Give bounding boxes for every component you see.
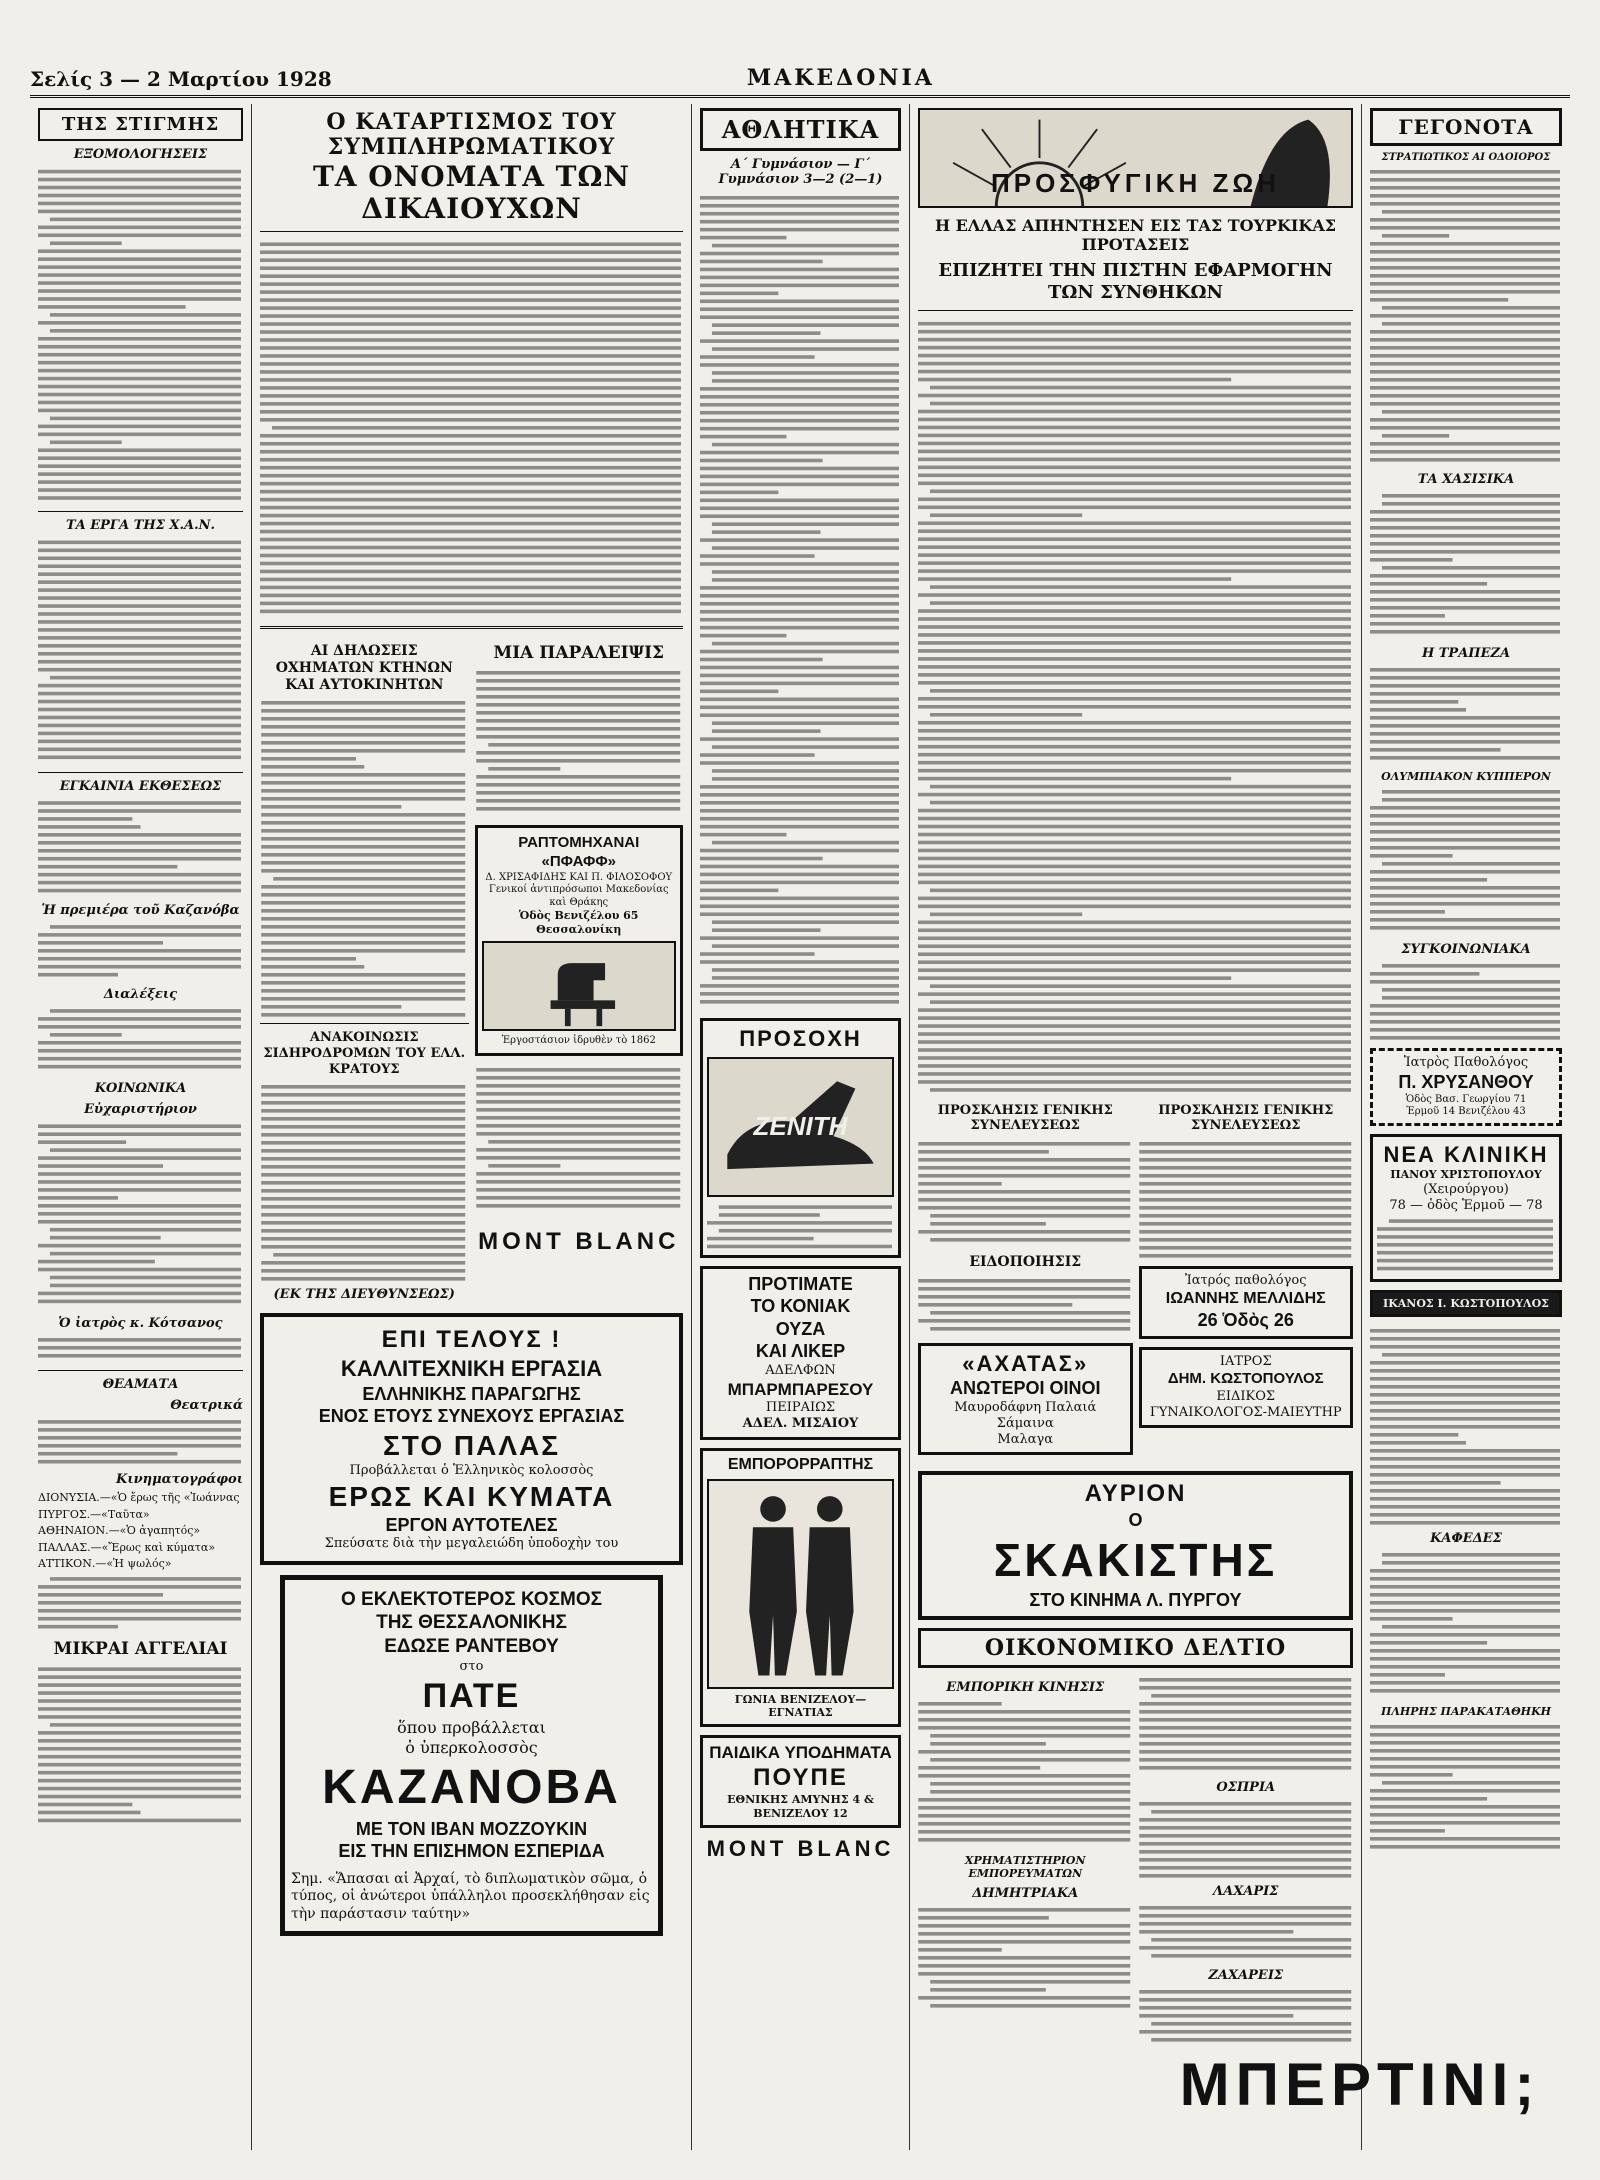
zenith-brand: ZENITH (753, 1110, 848, 1141)
clinic-line: 78 — ὁδὸς Ἑρμοῦ — 78 (1389, 1198, 1543, 1214)
chess-line: ΑΥΡΙΟΝ (1084, 1480, 1187, 1508)
drink-line: ΚΑΙ ΛΙΚΕΡ (755, 1341, 846, 1361)
masthead (30, 62, 1570, 98)
newspaper-title: ΜΑΚΕΔΟΝΙΑ (746, 65, 935, 91)
omission-head: ΜΙΑ ΠΑΡΑΛΕΙΨΙΣ (493, 642, 665, 663)
pate-line: ΕΙΣ ΤΗΝ ΕΠΙΣΗΜΟΝ ΕΣΠΕΡΙΔΑ (338, 1841, 605, 1862)
vegetables-head: ΛΑΧΑΡΙΣ (1213, 1883, 1279, 1899)
melidis-line: 26 Ὁδὸς 26 (1197, 1310, 1294, 1330)
pfaff-ad (475, 825, 684, 1056)
body-text (38, 165, 243, 505)
social-head: ΚΟΙΝΩΝΙΚΑ (94, 1081, 187, 1096)
pate-line: Ο ΕΚΛΕΚΤΟΤΕΡΟΣ ΚΟΣΜΟΣ (340, 1588, 602, 1610)
achatas-ad (918, 1343, 1133, 1456)
column-4 (910, 104, 1362, 2150)
pate-cinema-ad (280, 1575, 663, 1937)
body-text (1377, 1215, 1555, 1275)
railways-head: ΑΝΑΚΟΙΝΩΣΙΣ ΣΙΔΗΡΟΔΡΟΜΩΝ ΤΟΥ ΕΛΛ. ΚΡΑΤΟΥΣ (263, 1030, 466, 1077)
mont-blanc-label: MONT BLANC (706, 1835, 895, 1861)
vehicles-head: ΑΙ ΔΗΛΩΣΕΙΣ ΟΧΗΜΑΤΩΝ ΚΤΗΝΩΝ ΚΑΙ ΑΥΤΟΚΙΝΗΤΩΝ (275, 642, 453, 693)
palace-line: ΣΤΟ ΠΑΛΑΣ (382, 1429, 561, 1461)
achatas-line: ΑΝΩΤΕΡΟΙ ΟΙΝΟΙ (950, 1378, 1101, 1399)
match-score: Α΄ Γυμνάσιον — Γ΄ Γυμνάσιον 3—2 (2—1) (718, 157, 883, 187)
kostopoulos-small-title: ΙΚΑΝΟΣ Ι. ΚΩΣΤΟΠΟΥΛΟΣ (1383, 1296, 1549, 1310)
palace-line: ΚΑΛΛΙΤΕΧΝΙΚΗ ΕΡΓΑΣΙΑ (340, 1356, 603, 1382)
body-text (475, 1064, 684, 1214)
column-3 (692, 104, 910, 2150)
body-text (700, 190, 901, 1010)
column-1 (30, 104, 252, 2150)
kostopoulos-line: ΕΙΔΙΚΟΣ (1216, 1388, 1276, 1404)
body-text (475, 667, 684, 817)
melidis-line: Ἰατρός παθολόγος (1184, 1272, 1307, 1288)
pfaff-owner: Δ. ΧΡΙΣΑΦΙΔΗΣ ΚΑΙ Π. ΦΙΛΟΣΟΦΟΥ (485, 871, 673, 883)
body-text (707, 1201, 894, 1251)
body-text (1370, 960, 1562, 1040)
body-text (1139, 1986, 1354, 2046)
pfaff-rep: Γενικοί ἀντιπρόσωποι Μακεδονίας καὶ Θράκης (488, 884, 669, 908)
body-text (38, 1416, 243, 1466)
body-text (1370, 490, 1562, 640)
barbaresos-ad (700, 1266, 901, 1440)
exhibition-head: ΕΓΚΑΙΝΙΑ ΕΚΘΕΣΕΩΣ (59, 779, 222, 794)
two-men-illustration (707, 1479, 894, 1689)
body-text (1370, 1549, 1562, 1699)
pate-line: ΜΕ ΤΟΝ ΙΒΑΝ ΜΟΖΖΟΥΚΙΝ (355, 1818, 588, 1839)
sports-head: ΑΘΛΗΤΙΚΑ (700, 108, 901, 151)
cereals-head: ΟΣΠΡΙΑ (1216, 1779, 1276, 1795)
section-moment: ΤΗΣ ΣΤΙΓΜΗΣ (38, 108, 243, 141)
cinemas-head: Κινηματογράφοι (116, 1472, 243, 1487)
attention-label: ΠΡΟΣΟΧΗ (739, 1026, 862, 1051)
palace-line: ΕΡΓΟΝ ΑΥΤΟΤΕΛΕΣ (385, 1514, 558, 1535)
san-head: ΤΑ ΕΡΓΑ ΤΗΣ Χ.Α.Ν. (65, 518, 216, 533)
palace-cinema-ad (260, 1313, 683, 1565)
cinema-item: ΔΙΟΝΥΣΙΑ.—«Ὁ ἔρως τῆς «Ἰωάννας (38, 1491, 240, 1504)
classifieds-head: ΜΙΚΡΑΙ ΑΓΓΕΛΙΑΙ (53, 1638, 228, 1659)
body-text (260, 697, 469, 1017)
body-text (38, 797, 243, 897)
palace-line: ΕΡΩΣ ΚΑΙ ΚΥΜΑΤΑ (328, 1480, 615, 1512)
body-text (1370, 664, 1562, 764)
theatres-head: Θεατρικά (170, 1398, 243, 1413)
headline-supplementary: Ο ΚΑΤΑΡΤΙΣΜΟΣ ΤΟΥ ΣΥΜΠΛΗΡΩΜΑΤΙΚΟΥ (326, 109, 617, 161)
achatas-line: Σάμαινα (996, 1415, 1054, 1431)
palace-line: Σπεύσατε διὰ τὴν μεγαλειώδη ὑποδοχὴν του (324, 1536, 619, 1552)
merchant-ad (700, 1448, 901, 1728)
olympic-head: ΟΛΥΜΠΙΑΚΟΝ ΚΥΠΠΕΡΟΝ (1381, 770, 1551, 783)
shoes-brand: ΠΟΥΠΕ (753, 1764, 848, 1792)
melidis-ad (1139, 1266, 1354, 1339)
general-assembly-invite-1: ΠΡΟΣΚΛΗΣΙΣ ΓΕΝΙΚΗΣ ΣΥΝΕΛΕΥΣΕΩΣ (937, 1102, 1113, 1134)
body-text (918, 1275, 1133, 1335)
kostopoulos-line: ΓΥΝΑΙΚΟΛΟΓΟΣ-ΜΑΙΕΥΤΗΡ (1149, 1404, 1342, 1420)
zenith-ad (700, 1018, 901, 1258)
pate-line: ὅπου προβάλλεται (397, 1717, 546, 1737)
doctor-head: Ὁ ἰατρὸς κ. Κότσανος (58, 1316, 223, 1331)
bertini-title: ΜΠΕΡΤΙΝΙ; (1179, 2051, 1541, 2118)
names-list-text (260, 238, 683, 618)
kostopoulos-ad (1139, 1347, 1354, 1429)
chrysanthou-line: Ὁδὸς Βασ. Γεωργίου 71 (1405, 1093, 1527, 1105)
body-text (38, 1005, 243, 1075)
notices-head: ΕΙΔΟΠΟΙΗΣΙΣ (969, 1253, 1082, 1270)
pate-line: στο (459, 1658, 484, 1674)
achatas-line: «ΑΧΑΤΑΣ» (962, 1350, 1089, 1376)
body-text (38, 1334, 243, 1364)
pfaff-address: Ὁδὸς Βενιζέλου 65 Θεσσαλονίκη (519, 909, 639, 937)
market-head: ΕΜΠΟΡΙΚΗ ΚΙΝΗΣΙΣ (946, 1679, 1105, 1695)
chess-line: ΣΤΟ ΚΙΝΗΜΑ Λ. ΠΥΡΓΟΥ (1029, 1590, 1242, 1611)
bertini-ad (1160, 2050, 1560, 2150)
kostopoulos-line: ΙΑΤΡΟΣ (1219, 1353, 1272, 1369)
cinema-item: ΑΤΤΙΚΟΝ.—«Ἡ ψωλός» (38, 1557, 172, 1570)
sugar-head: ΖΑΧΑΡΕΙΣ (1208, 1967, 1284, 1983)
chess-player-ad (918, 1471, 1353, 1620)
tobacco-head: ΤΑ ΧΑΣΙΣΙΚΑ (1417, 472, 1515, 487)
achatas-line: Μαυροδάφνη Παλαιά (954, 1399, 1097, 1415)
body-text (38, 1663, 243, 1823)
sales-head: ΠΛΗΡΗΣ ΠΑΡΑΚΑΤΑΘΗΚΗ (1380, 1705, 1552, 1719)
palace-line: ΕΛΛΗΝΙΚΗΣ ΠΑΡΑΓΩΓΗΣ (362, 1383, 581, 1404)
bank-head: Η ΤΡΑΠΕΖΑ (1421, 646, 1511, 661)
cinema-item: ΠΥΡΓΟΣ.—«Ταῦτα» (38, 1507, 150, 1521)
general-assembly-invite-2: ΠΡΟΣΚΛΗΣΙΣ ΓΕΝΙΚΗΣ ΣΥΝΕΛΕΥΣΕΩΣ (1158, 1102, 1334, 1134)
drink-line: ΤΟ ΚΟΝΙΑΚ (750, 1296, 851, 1316)
body-text (260, 1081, 469, 1281)
mont-blanc-label: MONT BLANC (478, 1228, 680, 1256)
sewing-machine-illustration (482, 941, 677, 1031)
clinic-line: (Χειρούργου) (1423, 1182, 1509, 1197)
chrysanthou-line: Ἐρμοῦ 14 Βενιζέλου 43 (1406, 1106, 1526, 1118)
pfaff-founded: Ἐργοστάσιον ἱδρυθὲν τὸ 1862 (501, 1034, 656, 1046)
body-text (918, 1138, 1133, 1248)
body-text (1370, 166, 1562, 466)
coffee-head: ΚΑΦΕΔΕΣ (1430, 1531, 1502, 1547)
thanks-head: Εὐχαριστήριον (84, 1102, 197, 1117)
chrysanthou-line: Π. ΧΡΥΣΑΝΘΟΥ (1398, 1072, 1534, 1093)
chess-line: Ο (1128, 1510, 1143, 1531)
pate-line: Σημ. «Ἅπασαι αἱ Ἀρχαί, τὸ διπλωματικὸν σῶμα, ὁ τύπος, οἱ ἀνώτεροι ὑπάλληλοι προσεκλήθησαν εἰς τὴν παράστασιν ταύτην» (291, 1870, 650, 1922)
transport-head: ΣΥΓΚΟΙΝΩΝΙΑΚΑ (1401, 942, 1531, 957)
body-text (918, 1698, 1133, 1848)
body-text (1370, 1721, 1562, 1851)
palace-line: Προβάλλεται ὁ Ἑλληνικὸς κολοσσὸς (349, 1462, 594, 1478)
body-text (1139, 1138, 1354, 1258)
chess-line: ΣΚΑΚΙΣΤΗΣ (993, 1533, 1278, 1586)
shoes-ad (700, 1735, 901, 1828)
headline-beneficiaries: ΤΑ ΟΝΟΜΑΤΑ ΤΩΝ ΔΙΚΑΙΟΥΧΩΝ (312, 159, 631, 225)
body-text (1139, 1674, 1354, 1774)
headline-turkish-proposals: Η ΕΛΛΑΣ ΑΠΗΝΤΗΣΕΝ ΕΙΣ ΤΑΣ ΤΟΥΡΚΙΚΑΣ ΠΡΟΤΑΣΕΙΣ (934, 216, 1337, 255)
pfaff-title: ΡΑΠΤΟΜΗΧΑΝΑΙ «ΠΦΑΦΦ» (518, 834, 640, 871)
new-clinic-ad (1370, 1134, 1562, 1282)
kostopoulos-line: ΔΗΜ. ΚΩΣΤΟΠΟΥΛΟΣ (1167, 1369, 1324, 1387)
shoe-illustration (707, 1057, 894, 1197)
drink-line: ΟΥΖΑ (775, 1318, 826, 1339)
body-text (38, 1573, 243, 1633)
palace-line: ΕΝΟΣ ΕΤΟΥΣ ΣΥΝΕΧΟΥΣ ΕΡΓΑΣΙΑΣ (318, 1406, 625, 1427)
pate-line: ὁ ὑπερκολοσσὸς (405, 1737, 538, 1757)
stock-head: ΧΡΗΜΑΤΙΣΤΗΡΙΟΝ ΕΜΠΟΡΕΥΜΑΤΩΝ (964, 1853, 1086, 1880)
chrysanthou-line: Ἰατρὸς Παθολόγος (1403, 1055, 1529, 1070)
pate-line: ΠΑΤΕ (422, 1677, 521, 1716)
drink-line: ΑΔΕΛΦΩΝ (765, 1362, 836, 1378)
body-text (38, 921, 243, 981)
merchant-corner: ΓΩΝΙΑ ΒΕΝΙΖΕΛΟΥ—ΕΓΝΑΤΙΑΣ (734, 1692, 867, 1720)
wheat-head: ΔΗΜΗΤΡΙΑΚΑ (972, 1885, 1079, 1901)
pate-line: ΕΔΩΣΕ ΡΑΝΤΕΒΟΥ (384, 1636, 559, 1658)
shoes-address: ΕΘΝΙΚΗΣ ΑΜΥΝΗΣ 4 & ΒΕΝΙΖΕΛΟΥ 12 (727, 1793, 874, 1820)
body-text (1139, 1798, 1354, 1878)
body-text (918, 1904, 1133, 2014)
cinema-list (38, 1490, 243, 1573)
drink-line: ΑΔΕΛ. ΜΙΣΑΙΟΥ (742, 1416, 859, 1432)
pate-line: ΤΗΣ ΘΕΣΣΑΛΟΝΙΚΗΣ (376, 1612, 567, 1634)
refugee-life-title: ΠΡΟΣΦΥΓΙΚΗ ΖΩΗ (990, 168, 1281, 198)
clinic-line: ΠΑΝΟΥ ΧΡΙΣΤΟΠΟΥΛΟΥ (1390, 1168, 1542, 1182)
palace-line: ΕΠΙ ΤΕΛΟΥΣ ! (381, 1326, 562, 1354)
body-text (1370, 786, 1562, 936)
body-text (1370, 1325, 1562, 1525)
body-text (38, 536, 243, 766)
railways-sign: (ΕΚ ΤΗΣ ΔΙΕΥΘΥΝΣΕΩΣ) (273, 1287, 455, 1303)
premiere-head: Ἡ πρεμιέρα τοῦ Καζανόβα (41, 903, 240, 918)
kostopoulos-small-ad (1370, 1290, 1562, 1318)
body-text (38, 1120, 243, 1310)
lectures-head: Διαλέξεις (103, 987, 178, 1002)
chrysanthou-ad (1370, 1048, 1562, 1126)
shows-head: ΘΕΑΜΑΤΑ (102, 1377, 179, 1392)
clinic-line: ΝΕΑ ΚΛΙΝΙΚΗ (1383, 1141, 1549, 1167)
military-head: ΣΤΡΑΤΙΩΤΙΚΟΣ ΑΙ ΟΔΟΙΟΡΟΣ (1381, 152, 1551, 163)
merchant-title: ΕΜΠΟΡΟΡΡΑΠΤΗΣ (727, 1455, 874, 1473)
cinema-item: ΠΑΛΛΑΣ.—«Ἔρως καὶ κύματα» (38, 1540, 216, 1554)
refugee-life-banner (918, 108, 1353, 208)
headline-treaties: ΕΠΙΖΗΤΕΙ ΤΗΝ ΠΙΣΤΗΝ ΕΦΑΡΜΟΓΗΝ ΤΩΝ ΣΥΝΘΗΚΩΝ (938, 260, 1333, 303)
cinema-item: ΑΘΗΝΑΙΟΝ.—«Ὁ ἀγαπητός» (38, 1524, 201, 1537)
body-text (918, 317, 1353, 1097)
melidis-line: ΙΩΑΝΝΗΣ ΜΕΛΛΙΔΗΣ (1165, 1290, 1326, 1307)
drink-line: ΠΕΙΡΑΙΩΣ (765, 1400, 836, 1415)
achatas-line: Μαλαγα (997, 1432, 1054, 1448)
column-2 (252, 104, 692, 2150)
drink-line: ΠΡΟΤΙΜΑΤΕ (748, 1273, 853, 1294)
economic-bulletin-head: ΟΙΚΟΝΟΜΙΚΟ ΔΕΛΤΙΟ (918, 1628, 1353, 1668)
events-head: ΓΕΓΟΝΟΤΑ (1370, 108, 1562, 146)
shoes-title: ΠΑΙΔΙΚΑ ΥΠΟΔΗΜΑΤΑ (709, 1743, 892, 1762)
pate-line: ΚΑΖΑΝΟΒΑ (322, 1760, 621, 1814)
drink-line: ΜΠΑΡΜΠΑΡΕΣΟΥ (727, 1379, 874, 1399)
column-5 (1362, 104, 1570, 2150)
body-text (1139, 1902, 1354, 1962)
confessions-head: ΕΞΟΜΟΛΟΓΗΣΕΙΣ (73, 147, 208, 162)
page-date: Σελίς 3 — 2 Μαρτίου 1928 (30, 67, 332, 91)
